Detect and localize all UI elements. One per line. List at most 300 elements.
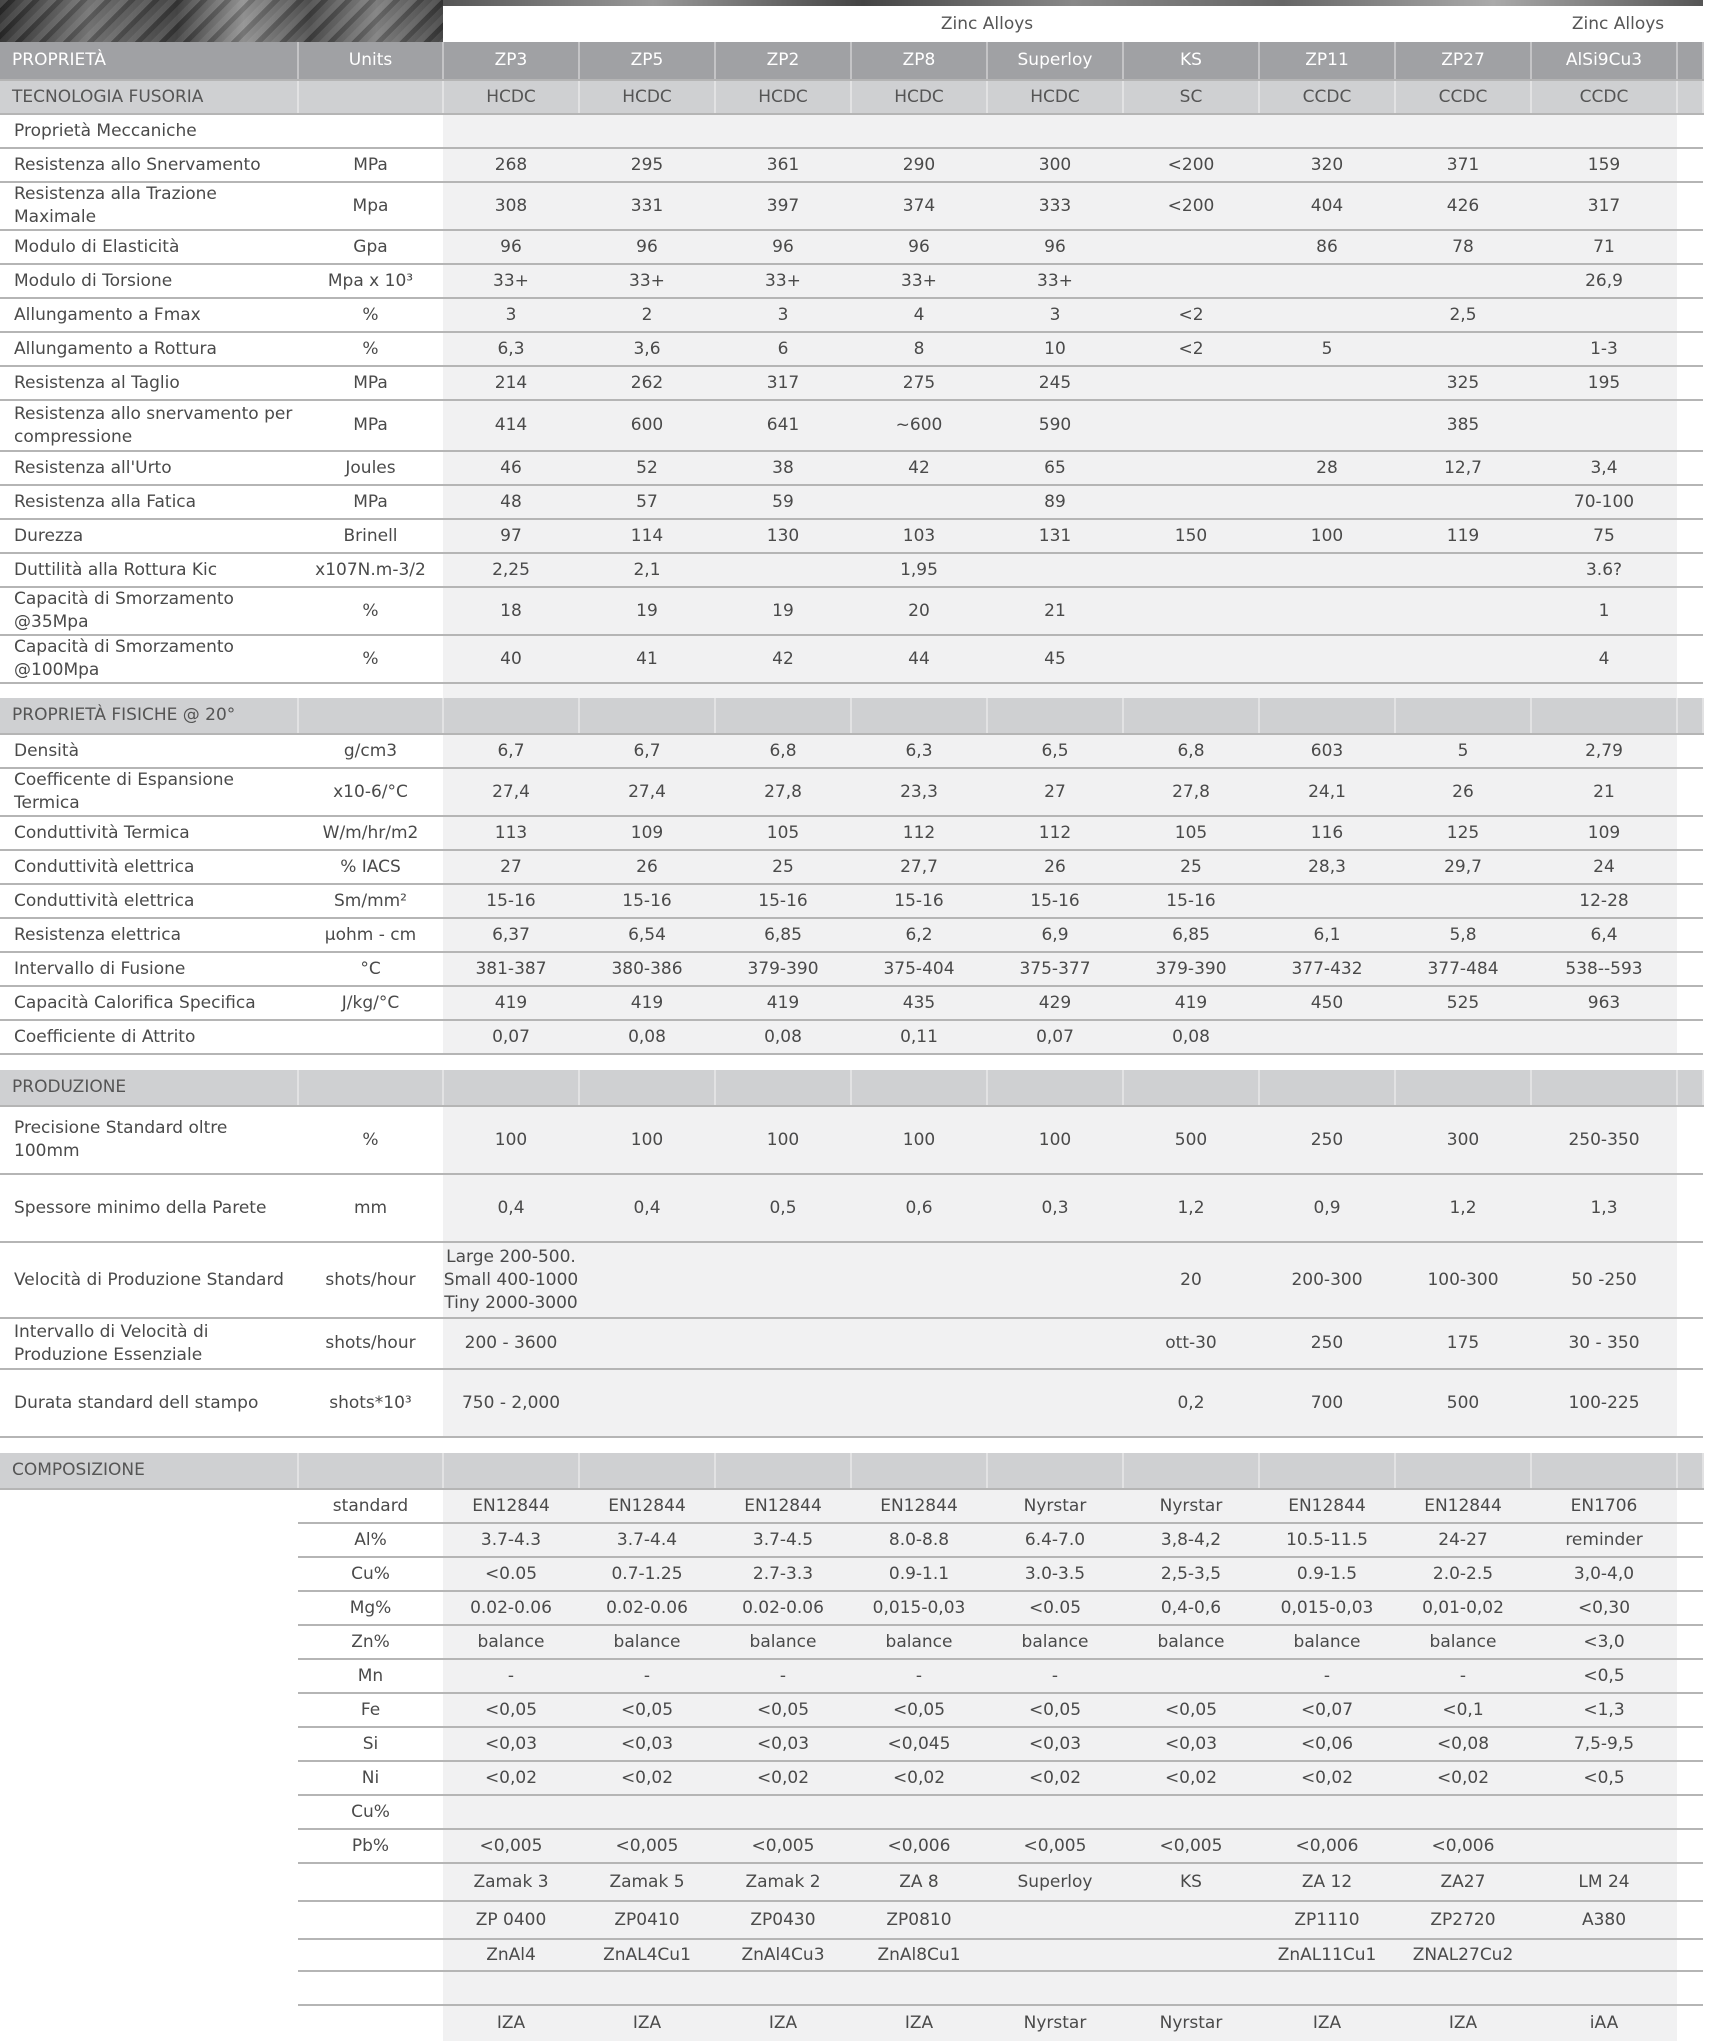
value-cell: LM 24 xyxy=(1531,1863,1677,1901)
value-cell xyxy=(987,1939,1123,1971)
value-cell: ~600 xyxy=(851,400,987,451)
mechanical-row xyxy=(0,451,1703,485)
row-unit: °C xyxy=(298,952,443,986)
value-cell: 2.0-2.5 xyxy=(1395,1557,1531,1591)
value-cell: A380 xyxy=(1531,1901,1677,1939)
row-unit xyxy=(298,1863,443,1901)
value-cell xyxy=(851,1318,987,1369)
value-cell: 19 xyxy=(715,587,851,635)
row-unit: µohm - cm xyxy=(298,918,443,952)
value-cell: 4 xyxy=(851,298,987,332)
value-cell: 361 xyxy=(715,148,851,182)
physical-row xyxy=(0,952,1703,986)
row-unit: Mpa x 10³ xyxy=(298,264,443,298)
value-cell: 26,9 xyxy=(1531,264,1677,298)
value-cell: 325 xyxy=(1395,366,1531,400)
value-cell: 78 xyxy=(1395,230,1531,264)
composition-row xyxy=(0,1659,1703,1693)
value-cell: 6,3 xyxy=(443,332,579,366)
value-cell: Superloy xyxy=(987,1863,1123,1901)
value-cell: <0,045 xyxy=(851,1727,987,1761)
empty-value xyxy=(1395,114,1531,148)
table-header-row xyxy=(0,42,1703,80)
technology-value: HCDC xyxy=(851,80,987,114)
value-cell xyxy=(987,1795,1123,1829)
value-cell xyxy=(1123,400,1259,451)
value-cell: IZA xyxy=(1395,2005,1531,2041)
technology-value: SC xyxy=(1123,80,1259,114)
trailing-cell xyxy=(1677,1591,1703,1625)
value-cell: 538--593 xyxy=(1531,952,1677,986)
row-unit: Mn xyxy=(298,1659,443,1693)
header-property-label: PROPRIETÀ xyxy=(0,42,298,80)
section-cell xyxy=(987,1453,1123,1489)
mechanical-row xyxy=(0,148,1703,182)
row-label: Conduttività Termica xyxy=(0,816,298,850)
value-cell: KS xyxy=(1123,1863,1259,1901)
value-cell: 27,8 xyxy=(1123,768,1259,816)
row-unit: Gpa xyxy=(298,230,443,264)
value-cell: 100 xyxy=(443,1106,579,1174)
value-cell xyxy=(1123,635,1259,683)
value-cell: reminder xyxy=(1531,1523,1677,1557)
trailing-cell xyxy=(1677,2005,1703,2041)
value-cell: 381-387 xyxy=(443,952,579,986)
technology-value: CCDC xyxy=(1531,80,1677,114)
technology-row xyxy=(0,80,1703,114)
value-cell: <0,03 xyxy=(579,1727,715,1761)
row-label xyxy=(0,1761,298,1795)
value-cell: <3,0 xyxy=(1531,1625,1677,1659)
spacer-cell xyxy=(851,683,987,698)
value-cell: 590 xyxy=(987,400,1123,451)
value-cell: 4 xyxy=(1531,635,1677,683)
section-cell xyxy=(1259,1453,1395,1489)
row-label: Coefficente di Espansione Termica xyxy=(0,768,298,816)
value-cell: 379-390 xyxy=(715,952,851,986)
trailing-cell xyxy=(1677,1369,1703,1437)
value-cell xyxy=(1123,1901,1259,1939)
spacer-cell xyxy=(443,683,579,698)
value-cell: 20 xyxy=(851,587,987,635)
physical-row xyxy=(0,816,1703,850)
row-label: Resistenza elettrica xyxy=(0,918,298,952)
value-cell: 3,6 xyxy=(579,332,715,366)
value-cell xyxy=(1395,332,1531,366)
header-units-label: Units xyxy=(298,42,443,80)
alloy-group-aluminium: Zinc Alloys xyxy=(1533,6,1703,42)
value-cell: 15-16 xyxy=(987,884,1123,918)
value-cell: 41 xyxy=(579,635,715,683)
value-cell xyxy=(579,1795,715,1829)
value-cell: 100 xyxy=(579,1106,715,1174)
value-cell: Nyrstar xyxy=(1123,1489,1259,1523)
spacer-cell xyxy=(443,1437,579,1453)
value-cell xyxy=(851,1242,987,1318)
spacer-cell xyxy=(1677,683,1703,698)
row-unit: % xyxy=(298,332,443,366)
section-cell xyxy=(298,1070,443,1106)
trailing-cell xyxy=(1677,734,1703,768)
value-cell: 3 xyxy=(987,298,1123,332)
value-cell: 26 xyxy=(987,850,1123,884)
value-cell: 119 xyxy=(1395,519,1531,553)
composition-row xyxy=(0,1901,1703,1939)
value-cell xyxy=(579,1369,715,1437)
value-cell: 0,08 xyxy=(715,1020,851,1054)
row-unit: x107N.m-3/2 xyxy=(298,553,443,587)
value-cell: iAA xyxy=(1531,2005,1677,2041)
value-cell: - xyxy=(443,1659,579,1693)
row-unit: shots/hour xyxy=(298,1242,443,1318)
empty-value xyxy=(715,114,851,148)
value-cell: 100-225 xyxy=(1531,1369,1677,1437)
technology-value: HCDC xyxy=(715,80,851,114)
trailing-cell xyxy=(1677,1523,1703,1557)
value-cell: 0.9-1.5 xyxy=(1259,1557,1395,1591)
value-cell: 404 xyxy=(1259,182,1395,230)
section-cell xyxy=(851,1453,987,1489)
value-cell: 21 xyxy=(987,587,1123,635)
value-cell: 6,9 xyxy=(987,918,1123,952)
physical-title-row xyxy=(0,698,1703,734)
header-alloy-7: ZP27 xyxy=(1395,42,1531,80)
value-cell: balance xyxy=(987,1625,1123,1659)
value-cell: 96 xyxy=(851,230,987,264)
value-cell: 75 xyxy=(1531,519,1677,553)
value-cell: <0,02 xyxy=(987,1761,1123,1795)
value-cell: 40 xyxy=(443,635,579,683)
value-cell: Zamak 3 xyxy=(443,1863,579,1901)
value-cell xyxy=(1395,1795,1531,1829)
alloy-group-zinc: Zinc Alloys xyxy=(443,6,1531,42)
value-cell: 603 xyxy=(1259,734,1395,768)
value-cell: 50 -250 xyxy=(1531,1242,1677,1318)
row-unit: Mg% xyxy=(298,1591,443,1625)
value-cell: 397 xyxy=(715,182,851,230)
value-cell xyxy=(1531,1829,1677,1863)
value-cell: ZNAL27Cu2 xyxy=(1395,1939,1531,1971)
value-cell: 0,9 xyxy=(1259,1174,1395,1242)
section-spacer xyxy=(0,1054,1703,1070)
spacer-cell xyxy=(1259,683,1395,698)
value-cell: ZP1110 xyxy=(1259,1901,1395,1939)
empty-value xyxy=(579,114,715,148)
value-cell: 6,54 xyxy=(579,918,715,952)
value-cell: 6,7 xyxy=(579,734,715,768)
value-cell: 3.7-4.4 xyxy=(579,1523,715,1557)
value-cell: 6,8 xyxy=(715,734,851,768)
value-cell xyxy=(851,1369,987,1437)
spacer-cell xyxy=(1259,1437,1395,1453)
trailing-cell xyxy=(1677,519,1703,553)
spacer-cell xyxy=(715,683,851,698)
header-alloy-3: ZP8 xyxy=(851,42,987,80)
row-label: Resistenza alla Trazione Maximale xyxy=(0,182,298,230)
value-cell: 414 xyxy=(443,400,579,451)
section-cell xyxy=(1395,1070,1531,1106)
value-cell xyxy=(1259,635,1395,683)
spacer-cell xyxy=(579,1437,715,1453)
row-label: Resistenza alla Fatica xyxy=(0,485,298,519)
value-cell: 2,5-3,5 xyxy=(1123,1557,1259,1591)
value-cell: 19 xyxy=(579,587,715,635)
value-cell: 65 xyxy=(987,451,1123,485)
production-row xyxy=(0,1242,1703,1318)
spacer-cell xyxy=(1531,683,1677,698)
row-unit: % xyxy=(298,635,443,683)
production-row xyxy=(0,1106,1703,1174)
mechanical-row xyxy=(0,230,1703,264)
value-cell: <0,05 xyxy=(579,1693,715,1727)
value-cell xyxy=(1531,1795,1677,1829)
row-label: Densità xyxy=(0,734,298,768)
physical-title: PROPRIETÀ FISICHE @ 20° xyxy=(0,698,298,734)
section-cell xyxy=(1677,1070,1703,1106)
value-cell: <0,02 xyxy=(851,1761,987,1795)
value-cell: 374 xyxy=(851,182,987,230)
value-cell xyxy=(1123,264,1259,298)
value-cell: 250 xyxy=(1259,1106,1395,1174)
value-cell xyxy=(1259,264,1395,298)
value-cell: 44 xyxy=(851,635,987,683)
value-cell: ZA 8 xyxy=(851,1863,987,1901)
trailing-cell xyxy=(1677,485,1703,519)
value-cell xyxy=(1123,1795,1259,1829)
value-cell: 23,3 xyxy=(851,768,987,816)
composition-row xyxy=(0,1625,1703,1659)
value-cell: 2.7-3.3 xyxy=(715,1557,851,1591)
value-cell xyxy=(1123,485,1259,519)
composition-row xyxy=(0,1761,1703,1795)
value-cell: <0,005 xyxy=(1123,1829,1259,1863)
composition-row xyxy=(0,1795,1703,1829)
spacer-cell xyxy=(987,683,1123,698)
section-cell xyxy=(1123,1453,1259,1489)
spacer-cell xyxy=(851,1437,987,1453)
value-cell: 33+ xyxy=(579,264,715,298)
value-cell: 6,85 xyxy=(715,918,851,952)
value-cell: 27,7 xyxy=(851,850,987,884)
section-cell xyxy=(1531,698,1677,734)
row-label xyxy=(0,1557,298,1591)
value-cell: 24 xyxy=(1531,850,1677,884)
physical-row xyxy=(0,1020,1703,1054)
value-cell: 195 xyxy=(1531,366,1677,400)
mechanical-row xyxy=(0,182,1703,230)
value-cell: <0.05 xyxy=(443,1557,579,1591)
value-cell: 28,3 xyxy=(1259,850,1395,884)
technology-unit xyxy=(298,80,443,114)
value-cell: 1 xyxy=(1531,587,1677,635)
spacer-cell xyxy=(851,1054,987,1070)
value-cell: 29,7 xyxy=(1395,850,1531,884)
trailing-cell xyxy=(1677,1693,1703,1727)
value-cell: 3,8-4,2 xyxy=(1123,1523,1259,1557)
value-cell: 419 xyxy=(715,986,851,1020)
trailing-cell xyxy=(1677,1557,1703,1591)
value-cell: <0,05 xyxy=(1123,1693,1259,1727)
row-label xyxy=(0,1523,298,1557)
trailing-cell xyxy=(1677,1625,1703,1659)
composition-row xyxy=(0,1863,1703,1901)
trailing-cell xyxy=(1677,114,1703,148)
value-cell: ZnAl4 xyxy=(443,1939,579,1971)
empty-value xyxy=(1123,114,1259,148)
row-label xyxy=(0,1829,298,1863)
value-cell: 33+ xyxy=(987,264,1123,298)
value-cell: 600 xyxy=(579,400,715,451)
trailing-cell xyxy=(1677,400,1703,451)
value-cell: 89 xyxy=(987,485,1123,519)
spacer-cell xyxy=(1531,1054,1677,1070)
value-cell: IZA xyxy=(1259,2005,1395,2041)
row-unit: shots/hour xyxy=(298,1318,443,1369)
section-cell xyxy=(851,1070,987,1106)
value-cell xyxy=(987,1369,1123,1437)
spacer-cell xyxy=(1531,1437,1677,1453)
mechanical-title-row xyxy=(0,114,1703,148)
trailing-cell xyxy=(1677,1727,1703,1761)
value-cell: 100 xyxy=(987,1106,1123,1174)
row-label xyxy=(0,1939,298,1971)
value-cell: 700 xyxy=(1259,1369,1395,1437)
value-cell: balance xyxy=(1395,1625,1531,1659)
section-cell xyxy=(1677,1453,1703,1489)
row-label: Capacità di Smorzamento @35Mpa xyxy=(0,587,298,635)
value-cell: 3.7-4.3 xyxy=(443,1523,579,1557)
value-cell: EN12844 xyxy=(715,1489,851,1523)
trailing-cell xyxy=(1677,587,1703,635)
row-unit: MPa xyxy=(298,148,443,182)
value-cell: 0.02-0.06 xyxy=(443,1591,579,1625)
row-unit: Si xyxy=(298,1727,443,1761)
value-cell: 10 xyxy=(987,332,1123,366)
technology-value: HCDC xyxy=(987,80,1123,114)
value-cell xyxy=(851,1795,987,1829)
trailing-cell xyxy=(1677,264,1703,298)
value-cell xyxy=(1259,1020,1395,1054)
value-cell xyxy=(987,553,1123,587)
value-cell xyxy=(1123,1939,1259,1971)
value-cell: 3.7-4.5 xyxy=(715,1523,851,1557)
value-cell: <0,006 xyxy=(851,1829,987,1863)
value-cell: 27,4 xyxy=(443,768,579,816)
value-cell: <0,03 xyxy=(443,1727,579,1761)
value-cell xyxy=(1123,230,1259,264)
value-cell: EN12844 xyxy=(851,1489,987,1523)
value-cell xyxy=(443,1242,579,1318)
value-cell: 105 xyxy=(715,816,851,850)
value-cell: 96 xyxy=(987,230,1123,264)
value-cell: 105 xyxy=(1123,816,1259,850)
header-alloy-2: ZP2 xyxy=(715,42,851,80)
row-label xyxy=(0,2005,298,2041)
production-title: PRODUZIONE xyxy=(0,1070,298,1106)
mechanical-row xyxy=(0,400,1703,451)
value-cell: 24-27 xyxy=(1395,1523,1531,1557)
production-row xyxy=(0,1369,1703,1437)
row-unit xyxy=(298,1901,443,1939)
row-label: Durezza xyxy=(0,519,298,553)
value-cell: 26 xyxy=(579,850,715,884)
value-cell: balance xyxy=(715,1625,851,1659)
row-label xyxy=(0,1591,298,1625)
empty-unit xyxy=(298,114,443,148)
mechanical-row xyxy=(0,553,1703,587)
trailing-cell xyxy=(1677,451,1703,485)
section-cell xyxy=(1123,1070,1259,1106)
value-cell: 112 xyxy=(851,816,987,850)
header-alloy-4: Superloy xyxy=(987,42,1123,80)
value-cell: 0,5 xyxy=(715,1174,851,1242)
value-cell: 419 xyxy=(443,986,579,1020)
value-cell: 15-16 xyxy=(579,884,715,918)
value-cell: 333 xyxy=(987,182,1123,230)
row-label: Conduttività elettrica xyxy=(0,850,298,884)
value-cell: 500 xyxy=(1395,1369,1531,1437)
value-cell: 6.4-7.0 xyxy=(987,1523,1123,1557)
section-cell xyxy=(987,698,1123,734)
value-cell: 38 xyxy=(715,451,851,485)
value-cell xyxy=(1395,884,1531,918)
composition-row xyxy=(0,1523,1703,1557)
value-cell: 426 xyxy=(1395,182,1531,230)
row-label xyxy=(0,1489,298,1523)
value-cell: 2 xyxy=(579,298,715,332)
value-cell: - xyxy=(1259,1659,1395,1693)
composition-row xyxy=(0,1727,1703,1761)
value-cell: 48 xyxy=(443,485,579,519)
value-cell xyxy=(987,1318,1123,1369)
value-cell: 175 xyxy=(1395,1318,1531,1369)
value-cell: 24,1 xyxy=(1259,768,1395,816)
value-cell: balance xyxy=(579,1625,715,1659)
row-unit: Mpa xyxy=(298,182,443,230)
value-cell: 113 xyxy=(443,816,579,850)
value-cell: 3.6? xyxy=(1531,553,1677,587)
value-cell: 2,79 xyxy=(1531,734,1677,768)
value-cell: 385 xyxy=(1395,400,1531,451)
value-cell: 33+ xyxy=(715,264,851,298)
mechanical-row xyxy=(0,332,1703,366)
spacer-cell xyxy=(298,683,443,698)
composition-row xyxy=(0,1557,1703,1591)
composition-title-row xyxy=(0,1453,1703,1489)
value-cell: 290 xyxy=(851,148,987,182)
section-cell xyxy=(1123,698,1259,734)
value-cell xyxy=(1395,264,1531,298)
value-cell: <0,005 xyxy=(715,1829,851,1863)
value-cell: 0,4 xyxy=(443,1174,579,1242)
value-cell xyxy=(1395,635,1531,683)
value-cell: 419 xyxy=(579,986,715,1020)
value-cell: <0,005 xyxy=(579,1829,715,1863)
trailing-cell xyxy=(1677,366,1703,400)
value-cell: 21 xyxy=(1531,768,1677,816)
value-line: Large 200-500. xyxy=(446,1246,576,1267)
spacer-cell xyxy=(715,1437,851,1453)
value-line: Small 400-1000 xyxy=(443,1269,579,1290)
value-cell: - xyxy=(851,1659,987,1693)
value-cell: 114 xyxy=(579,519,715,553)
value-cell: 214 xyxy=(443,366,579,400)
section-cell xyxy=(851,698,987,734)
value-cell: 8 xyxy=(851,332,987,366)
row-label xyxy=(0,1901,298,1939)
technology-value: CCDC xyxy=(1395,80,1531,114)
trailing-cell xyxy=(1677,1106,1703,1174)
